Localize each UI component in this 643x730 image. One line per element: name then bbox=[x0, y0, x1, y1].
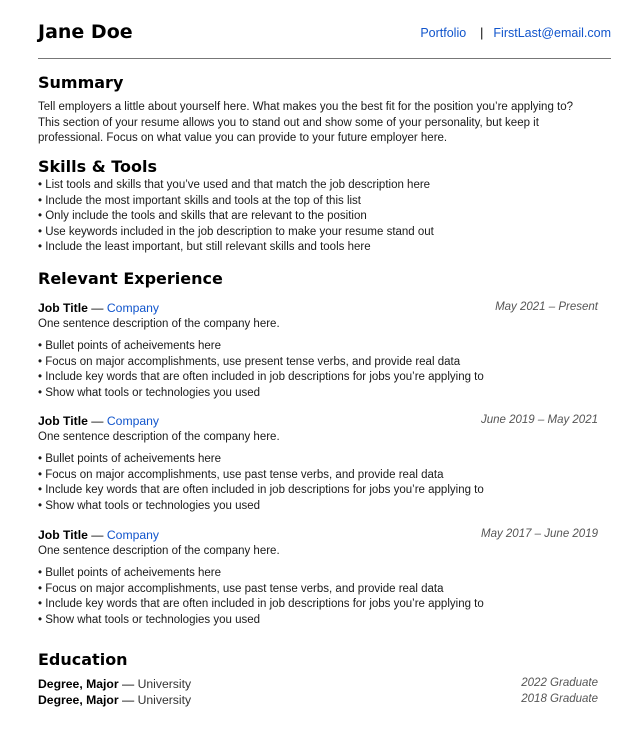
contact-separator: | bbox=[480, 26, 484, 40]
graduation-year: 2018 Graduate bbox=[521, 693, 598, 705]
job-bullet: • Include key words that are often included in job descriptions for jobs you’re applying to bbox=[38, 483, 484, 499]
job-dates: May 2021 – Present bbox=[495, 301, 598, 313]
candidate-name: Jane Doe bbox=[38, 21, 133, 43]
university-name: University bbox=[137, 677, 192, 691]
job-bullet: • Show what tools or technologies you used bbox=[38, 386, 484, 402]
summary-heading: Summary bbox=[38, 73, 124, 92]
skills-list bbox=[38, 178, 434, 256]
job-title: Job Title bbox=[38, 414, 88, 428]
job-bullet: • Focus on major accomplishments, use present tense verbs, and provide real data bbox=[38, 355, 484, 371]
contact-links bbox=[420, 26, 611, 40]
job-title: Job Title bbox=[38, 301, 88, 315]
job-dash: — bbox=[87, 414, 107, 428]
summary-text bbox=[38, 100, 598, 147]
experience-heading: Relevant Experience bbox=[38, 269, 223, 288]
job-dash: — bbox=[87, 301, 107, 315]
job-bullet: • Show what tools or technologies you used bbox=[38, 613, 484, 629]
job-bullet: • Show what tools or technologies you used bbox=[38, 499, 484, 515]
skills-heading: Skills & Tools bbox=[38, 157, 158, 176]
skill-item: • Only include the tools and skills that are relevant to the position bbox=[38, 209, 434, 225]
job-header bbox=[38, 414, 598, 430]
company-link[interactable]: Company bbox=[106, 414, 160, 428]
job-bullet: • Focus on major accomplishments, use past tense verbs, and provide real data bbox=[38, 468, 484, 484]
job-title: Job Title bbox=[38, 528, 88, 542]
job-header bbox=[38, 528, 598, 544]
summary-line: Tell employers a little about yourself here. What makes you the best fit for the position you’re applying to? bbox=[38, 101, 574, 113]
job-bullets bbox=[38, 339, 484, 401]
portfolio-link[interactable]: Portfolio bbox=[420, 26, 467, 40]
job-header bbox=[38, 301, 598, 317]
skill-item: • Include the most important skills and tools at the top of this list bbox=[38, 194, 434, 210]
summary-line: professional. Focus on what value you can provide to your future employer here. bbox=[38, 132, 448, 145]
job-bullet: • Focus on major accomplishments, use past tense verbs, and provide real data bbox=[38, 582, 484, 598]
job-dates: June 2019 – May 2021 bbox=[480, 414, 598, 426]
skill-item: • List tools and skills that you’ve used and that match the job description here bbox=[38, 178, 434, 194]
education-entry bbox=[38, 693, 598, 709]
company-description: One sentence description of the company here. bbox=[38, 431, 280, 443]
job-bullets bbox=[38, 566, 484, 628]
job-bullet: • Include key words that are often included in job descriptions for jobs you’re applying to bbox=[38, 370, 484, 386]
education-dash: — bbox=[118, 677, 138, 691]
degree-major: Degree, Major bbox=[38, 677, 119, 691]
graduation-year: 2022 Graduate bbox=[521, 677, 598, 689]
education-heading: Education bbox=[38, 650, 128, 669]
company-description: One sentence description of the company here. bbox=[38, 545, 280, 557]
job-dash: — bbox=[87, 528, 107, 542]
job-dates: May 2017 – June 2019 bbox=[480, 528, 598, 540]
education-dash: — bbox=[118, 693, 138, 707]
company-description: One sentence description of the company here. bbox=[38, 318, 280, 330]
company-link[interactable]: Company bbox=[106, 301, 160, 315]
job-bullet: • Bullet points of acheivements here bbox=[38, 452, 484, 468]
university-name: University bbox=[137, 693, 192, 707]
email-link[interactable]: FirstLast@email.com bbox=[493, 26, 611, 40]
job-bullet: • Include key words that are often included in job descriptions for jobs you’re applying to bbox=[38, 597, 484, 613]
degree-major: Degree, Major bbox=[38, 693, 119, 707]
job-bullet: • Bullet points of acheivements here bbox=[38, 566, 484, 582]
summary-line: This section of your resume allows you to stand out and show some of your personality, but keep it bbox=[38, 116, 539, 129]
skill-item: • Use keywords included in the job description to make your resume stand out bbox=[38, 225, 434, 241]
header-divider bbox=[38, 58, 611, 59]
education-entry bbox=[38, 677, 598, 693]
skill-item: • Include the least important, but still relevant skills and tools here bbox=[38, 240, 434, 256]
company-link[interactable]: Company bbox=[106, 528, 160, 542]
job-bullets bbox=[38, 452, 484, 514]
job-bullet: • Bullet points of acheivements here bbox=[38, 339, 484, 355]
